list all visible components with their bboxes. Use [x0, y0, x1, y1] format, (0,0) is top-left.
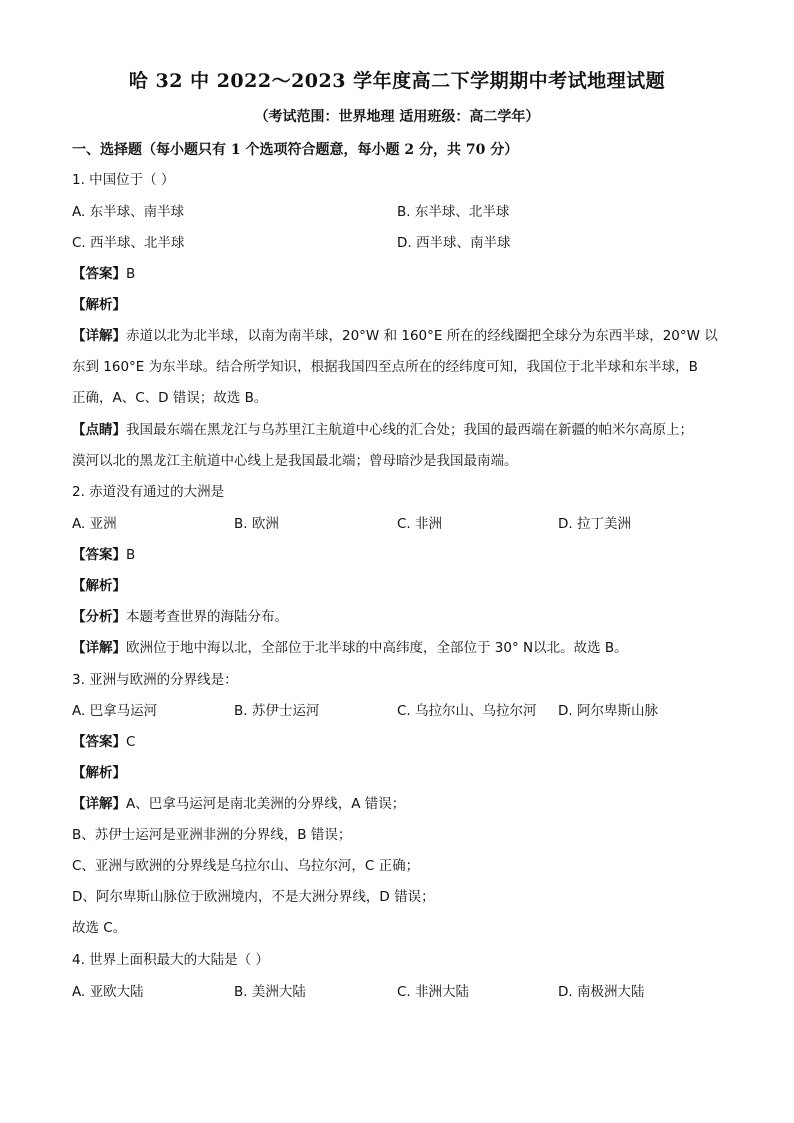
analysis2-text: 本题考查世界的海陆分布。 [126, 609, 288, 625]
question-3-detail-line-4: D、阿尔卑斯山脉位于欧洲境内，不是大洲分界线，D 错误； [72, 889, 435, 905]
question-2-option-b: B. 欧洲 [234, 516, 279, 532]
page-title: 哈 32 中 2022～2023 学年度高二下学期期中考试地理试题 [128, 70, 666, 92]
answer-value: C [126, 734, 136, 750]
question-3-detail-line-5: 故选 C。 [72, 920, 127, 936]
question-3-detail-line-1 [72, 794, 405, 814]
question-4-option-b: B. 美洲大陆 [234, 984, 306, 1000]
question-2-analysis-tag [72, 576, 126, 596]
question-1-option-d: D. 西半球、南半球 [397, 235, 511, 251]
question-2-option-c: C. 非洲 [397, 516, 443, 532]
detail-text: 赤道以北为北半球，以南为南半球，20°W 和 160°E 所在的经线圈把全球分为东西半球，20°W 以 [126, 328, 718, 344]
question-1-detail-line-1 [72, 326, 718, 346]
detail-text: A、巴拿马运河是南北美洲的分界线，A 错误； [126, 796, 406, 812]
question-3-option-d: D. 阿尔卑斯山脉 [558, 703, 658, 719]
question-1-comment-line-2: 漠河以北的黑龙江主航道中心线上是我国最北端；曾母暗沙是我国最南端。 [72, 453, 518, 469]
question-3-option-c: C. 乌拉尔山、乌拉尔河 [397, 703, 537, 719]
comment-text: 我国最东端在黑龙江与乌苏里江主航道中心线的汇合处；我国的最西端在新疆的帕米尔高原上； [126, 422, 693, 438]
question-1-detail-line-2: 东到 160°E 为东半球。结合所学知识，根据我国四至点所在的经纬度可知，我国位于北半球和东半球，B [72, 359, 698, 375]
section-heading: 一、选择题（每小题只有 1 个选项符合题意，每小题 2 分，共 70 分） [72, 142, 519, 158]
question-1-answer [72, 264, 135, 284]
question-1-option-c: C. 西半球、北半球 [72, 235, 185, 251]
analysis-tag: 【解析】 [72, 765, 126, 781]
question-3-stem: 3. 亚洲与欧洲的分界线是： [72, 672, 238, 688]
question-1-option-a: A. 东半球、南半球 [72, 204, 185, 220]
question-3-option-b: B. 苏伊士运河 [234, 703, 320, 719]
question-1-analysis-tag [72, 295, 126, 315]
question-3-detail-line-3: C、亚洲与欧洲的分界线是乌拉尔山、乌拉尔河，C 正确； [72, 858, 420, 874]
answer-value: B [126, 547, 136, 563]
answer-tag: 【答案】 [72, 547, 126, 563]
question-1-comment-line-1 [72, 420, 693, 440]
detail-tag: 【详解】 [72, 640, 126, 656]
question-1-option-b: B. 东半球、北半球 [397, 204, 510, 220]
analysis-tag: 【解析】 [72, 578, 126, 594]
detail-text: 欧洲位于地中海以北，全部位于北半球的中高纬度，全部位于 30° N以北。故选 B。 [126, 640, 628, 656]
question-2-option-a: A. 亚洲 [72, 516, 117, 532]
question-2-answer [72, 545, 135, 565]
analysis-tag: 【解析】 [72, 297, 126, 313]
page-subtitle: （考试范围：世界地理 适用班级：高二学年） [254, 109, 540, 125]
answer-tag: 【答案】 [72, 266, 126, 282]
question-3-detail-line-2: B、苏伊士运河是亚洲非洲的分界线，B 错误； [72, 827, 352, 843]
question-4-option-a: A. 亚欧大陆 [72, 984, 144, 1000]
question-1-detail-line-3: 正确，A、C、D 错误；故选 B。 [72, 390, 268, 406]
detail-tag: 【详解】 [72, 796, 126, 812]
question-2-option-d: D. 拉丁美洲 [558, 516, 631, 532]
question-4-option-c: C. 非洲大陆 [397, 984, 470, 1000]
question-4-stem: 4. 世界上面积最大的大陆是（ ） [72, 952, 269, 968]
answer-tag: 【答案】 [72, 734, 126, 750]
question-1-stem: 1. 中国位于（ ） [72, 172, 175, 188]
question-3-answer [72, 732, 135, 752]
analysis2-tag: 【分析】 [72, 609, 126, 625]
answer-value: B [126, 266, 136, 282]
question-3-analysis-tag [72, 763, 126, 783]
question-3-option-a: A. 巴拿马运河 [72, 703, 158, 719]
question-2-stem: 2. 赤道没有通过的大洲是 [72, 484, 225, 500]
detail-tag: 【详解】 [72, 328, 126, 344]
comment-tag: 【点睛】 [72, 422, 126, 438]
question-2-analysis [72, 607, 288, 627]
question-2-detail [72, 638, 628, 658]
question-4-option-d: D. 南极洲大陆 [558, 984, 645, 1000]
